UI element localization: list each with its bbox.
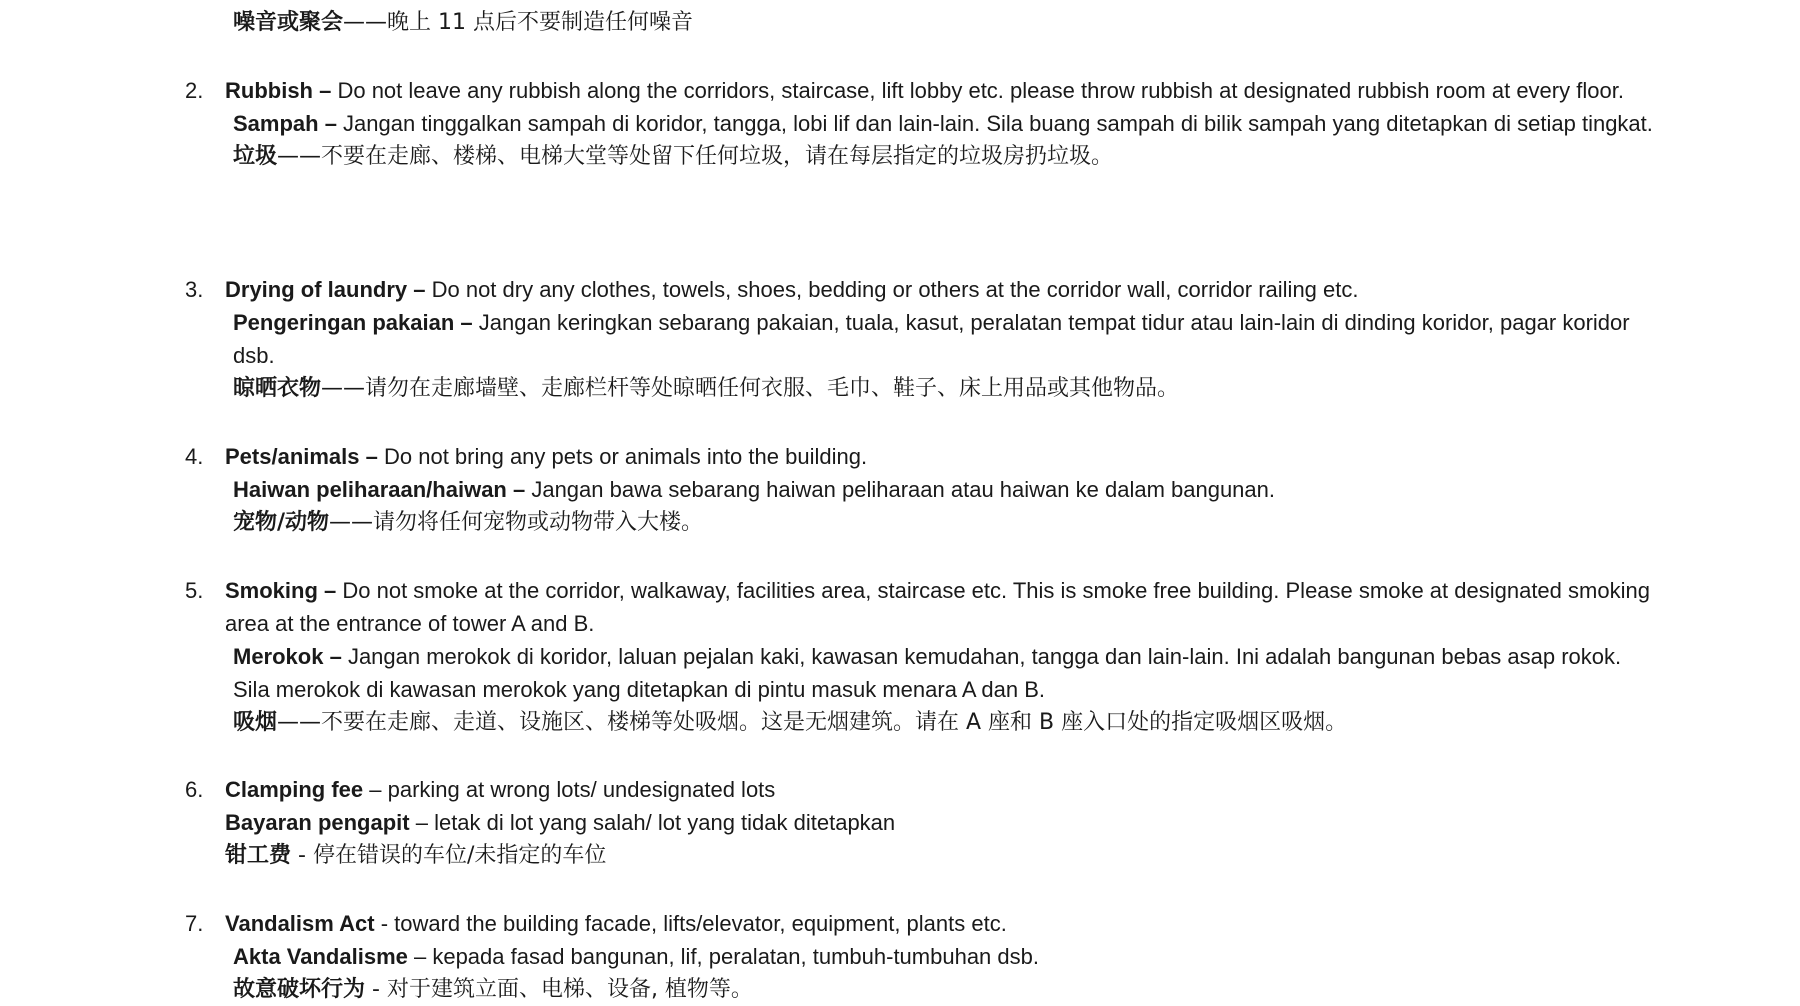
rule-chinese-label: 晾晒衣物 <box>233 376 322 401</box>
rule-chinese <box>233 140 1655 173</box>
rule-number: 4. <box>185 444 204 469</box>
rule-english <box>225 440 1655 473</box>
rule-number: 5. <box>185 578 204 603</box>
rule-english-text: Do not dry any clothes, towels, shoes, bedding or others at the corridor wall, corridor railing etc. <box>425 277 1359 302</box>
rule-english-text: Do not leave any rubbish along the corridors, staircase, lift lobby etc. please throw rubbish at designated rubbish room at every floor. <box>331 78 1624 103</box>
rule-english <box>225 574 1655 640</box>
rule-item-vandalism <box>185 907 1655 1006</box>
noise-rule-chinese-text: ——晚上 11 点后不要制造任何噪音 <box>343 10 693 35</box>
rule-item-laundry <box>185 273 1655 405</box>
rule-chinese <box>233 706 1655 739</box>
rule-chinese-text: - 停在错误的车位/未指定的车位 <box>291 843 607 868</box>
rule-number: 6. <box>185 777 204 802</box>
rule-english-label: Vandalism Act <box>225 911 375 936</box>
rule-english <box>225 773 1655 806</box>
rule-number: 3. <box>185 277 204 302</box>
rule-english-label: Smoking – <box>225 578 337 603</box>
rule-malay-label: Merokok – <box>233 644 342 669</box>
rule-malay-text: Jangan merokok di koridor, laluan pejalan kaki, kawasan kemudahan, tangga dan lain-lain. Ini adalah bangunan bebas asap rokok. Sila merokok di kawasan merokok yang ditetapkan di pintu masuk menara A dan B. <box>233 644 1622 702</box>
rule-english-label: Rubbish – <box>225 78 332 103</box>
rule-english <box>225 273 1655 306</box>
rule-chinese-label: 故意破坏行为 <box>233 977 366 1002</box>
rule-malay-label: Pengeringan pakaian – <box>233 310 473 335</box>
rule-english <box>225 74 1655 107</box>
rule-malay-label: Bayaran pengapit <box>225 810 410 835</box>
rule-english-text: Do not bring any pets or animals into the building. <box>377 444 868 469</box>
rule-malay <box>233 107 1655 140</box>
rule-item-smoking <box>185 574 1655 739</box>
rule-chinese-label: 吸烟 <box>233 710 278 735</box>
rule-item-pets <box>185 440 1655 539</box>
rule-chinese-text: - 对于建筑立面、电梯、设备, 植物等。 <box>365 977 753 1002</box>
rule-chinese <box>233 372 1655 405</box>
rule-chinese <box>233 506 1655 539</box>
noise-rule-chinese-line <box>233 6 693 40</box>
rule-malay-text: – letak di lot yang salah/ lot yang tidak ditetapkan <box>409 810 896 835</box>
rule-english <box>225 907 1655 940</box>
rule-malay-label: Sampah – <box>233 111 337 136</box>
rule-malay-label: Haiwan peliharaan/haiwan – <box>233 477 526 502</box>
rule-chinese-label: 宠物/动物 <box>233 510 330 535</box>
rule-chinese-label: 钳工费 <box>225 843 292 868</box>
rule-number: 7. <box>185 911 204 936</box>
rule-english-text: Do not smoke at the corridor, walkaway, facilities area, staircase etc. This is smoke free building. Please smoke at designated smoking area at the entrance of tower A and B. <box>225 578 1650 636</box>
rule-chinese-text: ——请勿将任何宠物或动物带入大楼。 <box>329 510 704 535</box>
rule-chinese <box>225 839 1655 872</box>
rule-chinese-text: ——请勿在走廊墙壁、走廊栏杆等处晾晒任何衣服、毛巾、鞋子、床上用品或其他物品。 <box>321 376 1180 401</box>
rule-malay <box>225 806 1655 839</box>
rule-malay <box>233 640 1655 706</box>
rule-item-rubbish <box>185 74 1655 173</box>
noise-rule-chinese-label: 噪音或聚会 <box>233 10 344 35</box>
rule-malay-text: – kepada fasad bangunan, lif, peralatan, tumbuh-tumbuhan dsb. <box>407 944 1039 969</box>
rule-english-label: Clamping fee <box>225 777 364 802</box>
rule-chinese-text: ——不要在走廊、走道、设施区、楼梯等处吸烟。这是无烟建筑。请在 A 座和 B 座入口处的指定吸烟区吸烟。 <box>277 710 1348 735</box>
rule-malay-text: Jangan tinggalkan sampah di koridor, tangga, lobi lif dan lain-lain. Sila buang sampah di bilik sampah yang ditetapkan di setiap tingkat. <box>336 111 1653 136</box>
rule-english-text: – parking at wrong lots/ undesignated lots <box>363 777 776 802</box>
rule-chinese <box>233 973 1655 1006</box>
rule-malay <box>233 473 1655 506</box>
rule-malay <box>233 940 1655 973</box>
rule-english-label: Drying of laundry – <box>225 277 426 302</box>
rule-malay-text: Jangan bawa sebarang haiwan peliharaan atau haiwan ke dalam bangunan. <box>525 477 1276 502</box>
rule-chinese-label: 垃圾 <box>233 144 278 169</box>
rule-malay-label: Akta Vandalisme <box>233 944 408 969</box>
rule-number: 2. <box>185 78 204 103</box>
rule-malay-text: Jangan keringkan sebarang pakaian, tuala, kasut, peralatan tempat tidur atau lain-lain di dinding koridor, pagar koridor dsb. <box>233 310 1630 368</box>
rule-chinese-text: ——不要在走廊、楼梯、电梯大堂等处留下任何垃圾，请在每层指定的垃圾房扔垃圾。 <box>277 144 1114 169</box>
rule-item-clamping-fee <box>185 773 1655 872</box>
rule-english-label: Pets/animals – <box>225 444 378 469</box>
rule-malay <box>233 306 1655 372</box>
rule-english-text: - toward the building facade, lifts/elevator, equipment, plants etc. <box>374 911 1007 936</box>
